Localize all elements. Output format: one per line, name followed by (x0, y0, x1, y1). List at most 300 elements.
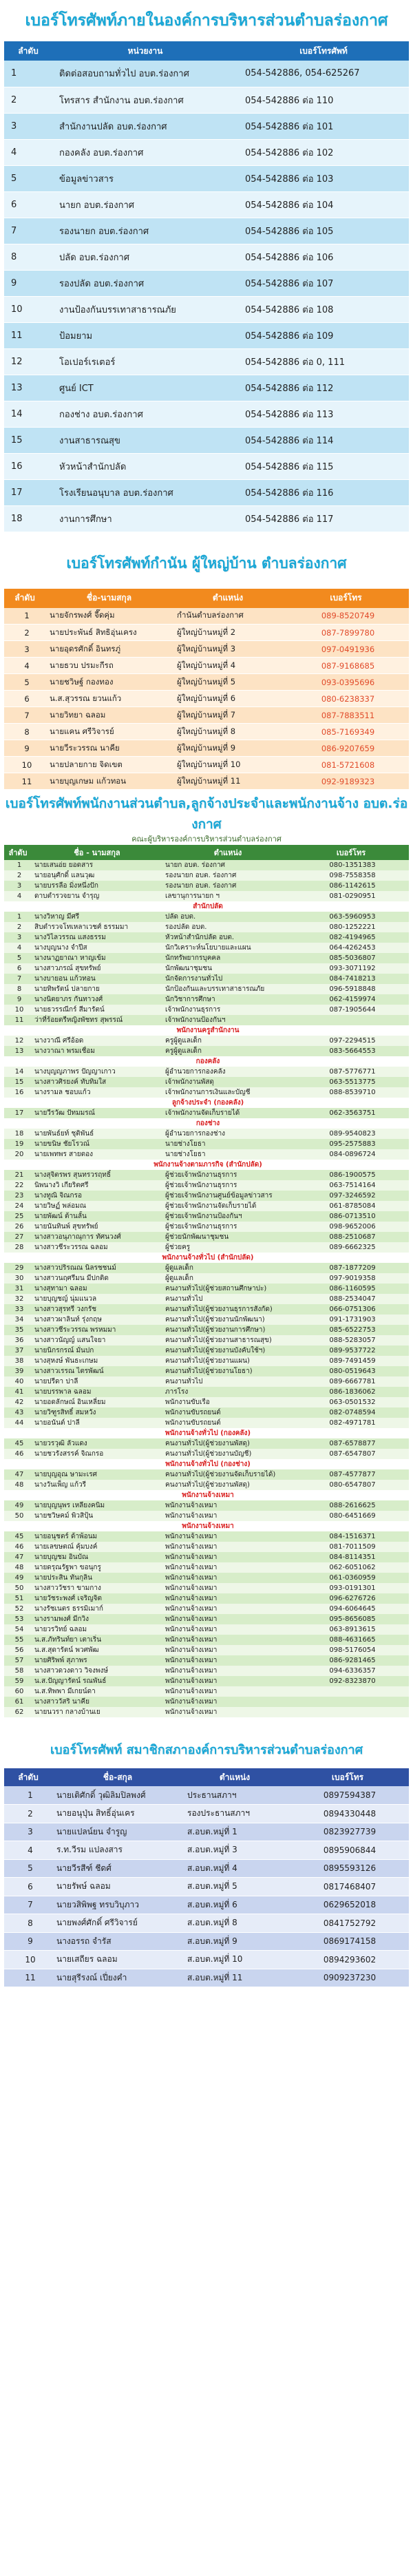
cell-name: นายปรีดา ปาลี (32, 1376, 162, 1387)
cell-phone: 088-8539710 (293, 1087, 409, 1098)
cell-index: 11 (4, 1969, 52, 1987)
cell-position: ส.อบต.หมู่ที่ 10 (183, 1951, 286, 1969)
table-row (4, 348, 409, 375)
col-header-phone: เบอร์โทร (293, 845, 409, 860)
cell-unit: ป้อมยาม (52, 322, 238, 348)
cell-name: นายวัชระพงศ์ เจริญจิต (32, 1593, 162, 1604)
cell-name: นางสาวปริรณณ นิลรชชนม์ (32, 1263, 162, 1273)
village-heads-title: เบอร์โทรศัพท์กำนัน ผู้ใหญ่บ้าน ตำบลร่องกาศ (66, 555, 347, 572)
table-row (4, 1201, 409, 1211)
cell-name: นายบุญเกษม แก้วทอน (45, 773, 173, 790)
table-row (4, 1242, 409, 1253)
group-heading-row (4, 1253, 409, 1263)
cell-unit: โรงเรียนอนุบาล อบต.ร่องกาศ (52, 479, 238, 505)
cell-unit: งานป้องกันบรรเทาสาธารณภัย (52, 296, 238, 322)
cell-phone: 087-4577877 (293, 1469, 409, 1480)
cell-name: นางบุญนาง จำปีส (32, 943, 162, 953)
cell-phone: 098-9652006 (293, 1222, 409, 1232)
table-row (4, 1707, 409, 1717)
cell-index: 47 (4, 1469, 32, 1480)
cell-name: ร.ท.วีรม แปลงสาร (52, 1841, 183, 1860)
cell-name: นายพันธ์ยท์ ชุติพันธ์ (32, 1129, 162, 1139)
cell-phone: 087-7883511 (283, 707, 409, 724)
cell-position: นักป้องกันและบรรเทาสาธารณภัย (162, 984, 293, 994)
cell-position: พนักงานจ้างเหมา (162, 1624, 293, 1635)
cell-phone: 089-9537722 (293, 1345, 409, 1356)
cell-name: นางสาวดวงดาว วิจงพงษ์ (32, 1666, 162, 1676)
staff-subheading: คณะผู้บริหารองค์การบริหารส่วนตำบลร่องกาศ (4, 833, 409, 845)
cell-position: รองนายก อบต. ร่องกาศ (162, 881, 293, 891)
cell-index: 19 (4, 1139, 32, 1149)
cell-position: คนงานทั่วไป (162, 1376, 293, 1387)
cell-name: นางสาววัชรา ขามกาง (32, 1583, 162, 1593)
cell-index: 34 (4, 1315, 32, 1325)
cell-position: นักจัดการงานทั่วไป (162, 974, 293, 984)
col-header-index: ลำดับ (4, 845, 32, 860)
table-row (4, 881, 409, 891)
cell-name: นายบุญชญ์ นุ่มแนวล (32, 1294, 162, 1304)
table-row (4, 963, 409, 974)
cell-position: ผู้ใหญ่บ้านหมู่ที่ 8 (173, 724, 283, 740)
table-row (4, 773, 409, 790)
cell-phone: 085-6522753 (293, 1325, 409, 1335)
cell-phone: 094-6064645 (293, 1604, 409, 1614)
cell-name: นายทิพรัตน์ ปลายกาย (32, 984, 162, 994)
cell-phone: 080-6238337 (283, 691, 409, 707)
cell-index: 52 (4, 1604, 32, 1614)
cell-index: 2 (4, 870, 32, 881)
cell-name: น.ส.ปัญญารัตน์ รณพันธ์ (32, 1676, 162, 1686)
cell-phone: 080-1252221 (293, 922, 409, 932)
cell-phone (293, 1015, 409, 1025)
cell-phone (293, 1707, 409, 1717)
cell-phone: 061-8785084 (293, 1201, 409, 1211)
col-header-name: ชื่อ-สกุล (52, 1768, 183, 1786)
cell-index: 9 (4, 994, 32, 1005)
table-row (4, 1284, 409, 1294)
table-row (4, 1335, 409, 1345)
cell-index: 39 (4, 1366, 32, 1376)
cell-position: เลขานุการนายก ฯ (162, 891, 293, 901)
cell-phone: 095-2575883 (293, 1139, 409, 1149)
cell-name: นายวีรวัฒ ปัทมมรณ์ (32, 1108, 162, 1118)
cell-phone: 054-542886, 054-625267 (238, 61, 409, 87)
cell-index: 48 (4, 1562, 32, 1573)
cell-position: พนักงานจ้างเหมา (162, 1614, 293, 1624)
cell-position: พนักงานจ้างเหมา (162, 1542, 293, 1552)
council-members-table-body (4, 1786, 409, 1987)
cell-index: 57 (4, 1655, 32, 1666)
internal-phone-table (4, 41, 409, 532)
cell-name: นายเพทพร สายตอง (32, 1149, 162, 1160)
cell-index: 17 (4, 1108, 32, 1118)
cell-phone: 096-6276726 (293, 1593, 409, 1604)
cell-name: นางสาวชีระวรรณ ฉลอม (32, 1242, 162, 1253)
cell-phone: 087-1877209 (293, 1263, 409, 1273)
cell-position: พนักงานจ้างเหมา (162, 1697, 293, 1707)
table-header-row (4, 41, 409, 61)
cell-name: นางสาวผาลินท์ รุ่งกฤษ (32, 1315, 162, 1325)
table-row (4, 1593, 409, 1604)
cell-name: นางรามล ชอบแก้ว (32, 1087, 162, 1098)
table-row (4, 1841, 409, 1860)
cell-position: ผู้ใหญ่บ้านหมู่ที่ 10 (173, 757, 283, 773)
cell-position: พนักงานจ้างเหมา (162, 1500, 293, 1511)
cell-name: นายวรวุฒิ ลัวแดง (32, 1438, 162, 1449)
table-row (4, 1914, 409, 1933)
table-header-row (4, 1768, 409, 1786)
cell-name: นายสุรีรงณ์ เปี่ยงคำ (52, 1969, 183, 1987)
group-heading-row (4, 1428, 409, 1438)
cell-unit: กองคลัง อบต.ร่องกาศ (52, 139, 238, 165)
cell-position: เจ้าพนักงานจัดเก็บรายได้ (162, 1108, 293, 1118)
cell-phone: 088-2616625 (293, 1500, 409, 1511)
table-row (4, 139, 409, 165)
cell-name: นางบายอน แก้วทอน (32, 974, 162, 984)
cell-index: 24 (4, 1201, 32, 1211)
cell-index: 40 (4, 1376, 32, 1387)
cell-name: นายบรรลือ มิ่งหนึ่งปัก (32, 881, 162, 891)
cell-position: พนักงานจ้างเหมา (162, 1655, 293, 1666)
table-row (4, 401, 409, 427)
cell-phone: 084-1516371 (293, 1531, 409, 1542)
cell-name: นายวีระวรรณ นาคีย (45, 740, 173, 757)
table-row (4, 1407, 409, 1418)
cell-phone: 064-4262453 (293, 943, 409, 953)
group-heading-row (4, 1160, 409, 1170)
cell-unit: ติดต่อสอบถามทั่วไป อบต.ร่องกาศ (52, 61, 238, 87)
cell-name: นางอรรถ จำรัส (52, 1932, 183, 1951)
cell-name: น.ส.ทิพพา มีเกยน์ดา (32, 1686, 162, 1697)
cell-index: 3 (4, 641, 45, 658)
cell-index: 29 (4, 1263, 32, 1273)
group-heading: พนักงานครูสำนักงาน (4, 1025, 409, 1036)
group-heading-row (4, 1459, 409, 1469)
cell-position: พนักงานจ้างเหมา (162, 1531, 293, 1542)
table-row (4, 1387, 409, 1397)
cell-position: ผู้ใหญ่บ้านหมู่ที่ 2 (173, 625, 283, 641)
cell-name: นายนิกรกรณ์ มั่นปก (32, 1345, 162, 1356)
cell-phone: 0841752792 (286, 1914, 409, 1933)
table-row (4, 1067, 409, 1077)
cell-name: นายเสถียร ฉลอม (52, 1951, 183, 1969)
group-heading: ลูกจ้างประจำ (กองคลัง) (4, 1098, 409, 1108)
cell-phone: 054-542886 ต่อ 117 (238, 505, 409, 532)
cell-position: พนักงานจ้างเหมา (162, 1562, 293, 1573)
cell-position: ผู้ดูแลเด็ก (162, 1273, 293, 1284)
cell-name: นางสาวอนุภาณุการ ทัศนวงศ์ (32, 1232, 162, 1242)
cell-index: 5 (4, 674, 45, 691)
cell-name: นางสุจิตรพร สุนทรวรฤทธิ์ (32, 1170, 162, 1180)
cell-index: 9 (4, 1932, 52, 1951)
cell-unit: กองช่าง อบต.ร่องกาศ (52, 401, 238, 427)
cell-phone (293, 1697, 409, 1707)
cell-position: คนงานทั่วไป (162, 1294, 293, 1304)
cell-position: เจ้าพนักงานป้องกันฯ (162, 1015, 293, 1025)
cell-index: 41 (4, 1387, 32, 1397)
table-row (4, 953, 409, 963)
cell-name: นางรามพงศ์ มีกวิง (32, 1614, 162, 1624)
table-row (4, 1500, 409, 1511)
table-row (4, 427, 409, 453)
cell-index: 50 (4, 1583, 32, 1593)
cell-index: 60 (4, 1686, 32, 1697)
cell-phone: 086-1160595 (293, 1284, 409, 1294)
table-row (4, 1686, 409, 1697)
cell-position: คนงานทั่วไป(ผู้ช่วยงานจัดเก็บรายได้) (162, 1469, 293, 1480)
cell-name: นายวิฑูรสิทธิ์ สมหวัง (32, 1407, 162, 1418)
cell-unit: งานการศึกษา (52, 505, 238, 532)
cell-phone: 080-6451669 (293, 1511, 409, 1521)
col-header-phone: เบอร์โทรศัพท์ (238, 41, 409, 61)
cell-index: 10 (4, 1951, 52, 1969)
cell-position: พนักงานจ้างเหมา (162, 1707, 293, 1717)
col-header-position: ตำแหน่ง (183, 1768, 286, 1786)
cell-phone: 095-8656085 (293, 1614, 409, 1624)
cell-index: 4 (4, 1841, 52, 1860)
cell-name: นายอุดรศักดิ์ อินทรภู่ (45, 641, 173, 658)
cell-index: 4 (4, 139, 52, 165)
cell-phone: 0629652018 (286, 1896, 409, 1914)
cell-name: นายแปลน์ยน จำรูญ (52, 1823, 183, 1841)
cell-name: นายอนันต์ ปาลี (32, 1418, 162, 1428)
cell-index: 8 (4, 1914, 52, 1933)
table-row (4, 296, 409, 322)
table-row (4, 1345, 409, 1356)
cell-position: ส.อบต.หมู่ที่ 11 (183, 1969, 286, 1987)
cell-index: 8 (4, 724, 45, 740)
table-row (4, 1087, 409, 1098)
table-row (4, 1170, 409, 1180)
cell-index: 45 (4, 1531, 32, 1542)
cell-unit: ศูนย์ ICT (52, 375, 238, 401)
cell-position: พนักงานจ้างเหมา (162, 1573, 293, 1583)
cell-phone: 062-4159974 (293, 994, 409, 1005)
group-heading: กองช่าง (4, 1118, 409, 1129)
table-row (4, 1697, 409, 1707)
cell-position: คนงานทั่วไป(ผู้ช่วยงานแผน) (162, 1356, 293, 1366)
cell-position: หัวหน้าสำนักปลัด อบต. (162, 932, 293, 943)
table-row (4, 1108, 409, 1118)
cell-phone: 093-0191301 (293, 1583, 409, 1593)
table-row (4, 1015, 409, 1025)
cell-position: นายก อบต. ร่องกาศ (162, 860, 293, 870)
cell-index: 45 (4, 1438, 32, 1449)
cell-name: นางสาวศิรยงค์ ทับทิมใส (32, 1077, 162, 1087)
cell-name: นายวสิพิพฐ ทรบวิบุภาว (52, 1896, 183, 1914)
table-row (4, 608, 409, 625)
cell-position: คนงานทั่วไป(ผู้ช่วยงานโยธา) (162, 1366, 293, 1376)
cell-name: นายแคน ศรีวิจารย์ (45, 724, 173, 740)
cell-index: 1 (4, 61, 52, 87)
table-row (4, 1077, 409, 1087)
table-row (4, 1531, 409, 1542)
col-header-phone: เบอร์โทร (283, 589, 409, 608)
cell-name: นายอนุชตร์ ด้าพ้อนม (32, 1531, 162, 1542)
cell-index: 32 (4, 1294, 32, 1304)
cell-position: คนงานทั่วไป(ผู้ช่วยสถานศึกษาปะ) (162, 1284, 293, 1294)
col-header-position: ตำแหน่ง (173, 589, 283, 608)
table-row (4, 1315, 409, 1325)
cell-phone: 061-0360959 (293, 1573, 409, 1583)
cell-phone: 0894293602 (286, 1951, 409, 1969)
cell-name: ดาบตำรวจยาน จำรุญ (32, 891, 162, 901)
cell-index: 8 (4, 244, 52, 270)
cell-index: 7 (4, 707, 45, 724)
table-row (4, 658, 409, 674)
cell-name: นางสาวสุรทรี วงกรัช (32, 1304, 162, 1315)
table-row (4, 1480, 409, 1490)
cell-position: พนักงานขับรถยนต์ (162, 1407, 293, 1418)
cell-index: 22 (4, 1180, 32, 1191)
table-row (4, 625, 409, 641)
cell-position: พนักงานจ้างเหมา (162, 1635, 293, 1645)
cell-name: นางสาวนัญญ์ แสนใจยา (32, 1335, 162, 1345)
table-row (4, 1366, 409, 1376)
cell-index: 51 (4, 1593, 32, 1604)
cell-index: 5 (4, 953, 32, 963)
cell-name: นายพงศ์ศักดิ์ ศรีวิจารย์ (52, 1914, 183, 1933)
cell-position: พนักงานจ้างเหมา (162, 1552, 293, 1562)
cell-name: นายจักรพงศ์ จี๊ดคุ่ม (45, 608, 173, 625)
cell-phone: 054-542886 ต่อ 101 (238, 113, 409, 139)
col-header-unit: หน่วยงาน (52, 41, 238, 61)
cell-index: 35 (4, 1325, 32, 1335)
cell-phone: 089-6667781 (293, 1376, 409, 1387)
table-row (4, 1376, 409, 1387)
council-members-title: เบอร์โทรศัพท์ สมาชิกสภาองค์การบริหารส่วนตำบลร่องกาศ (50, 1742, 363, 1757)
cell-position: พนักงานจ้างเหมา (162, 1604, 293, 1614)
cell-index: 37 (4, 1345, 32, 1356)
cell-index: 2 (4, 922, 32, 932)
cell-name: นิพนางวิ เกียริตศรี (32, 1180, 162, 1191)
table-row (4, 1562, 409, 1573)
group-heading-row (4, 1025, 409, 1036)
table-row (4, 1180, 409, 1191)
cell-index: 1 (4, 912, 32, 922)
cell-phone: 084-0896724 (293, 1149, 409, 1160)
cell-phone: 0895593126 (286, 1859, 409, 1878)
cell-phone: 0869174158 (286, 1932, 409, 1951)
cell-index: 11 (4, 322, 52, 348)
cell-phone: 054-542886 ต่อ 104 (238, 191, 409, 218)
cell-position: คนงานทั่วไป(ผู้ช่วยงานสาธารณสุข) (162, 1335, 293, 1345)
table-row (4, 244, 409, 270)
cell-index: 9 (4, 740, 45, 757)
cell-position: พนักงานจ้างเหมา (162, 1593, 293, 1604)
cell-name: นางสาวภรณ์ สุขทรัพย์ (32, 963, 162, 974)
cell-position: พนักงานขับเรือ (162, 1397, 293, 1407)
cell-name: น.ส.สุดารัตน์ พวศพัฒ (32, 1645, 162, 1655)
cell-position: นายช่างโยธา (162, 1149, 293, 1160)
cell-index: 48 (4, 1480, 32, 1490)
cell-name: นายรัพษ์ ฉลอม (52, 1878, 183, 1896)
cell-index: 38 (4, 1356, 32, 1366)
cell-phone: 062-6051062 (293, 1562, 409, 1573)
cell-unit: ปลัด อบต.ร่องกาศ (52, 244, 238, 270)
cell-phone: 054-542886 ต่อ 105 (238, 218, 409, 244)
cell-name: นายอนุศักดิ์ แลนวุฒ (32, 870, 162, 881)
cell-phone: 082-4194965 (293, 932, 409, 943)
cell-phone: 087-5776771 (293, 1067, 409, 1077)
cell-index: 44 (4, 1418, 32, 1428)
cell-unit: รองปลัด อบต.ร่องกาศ (52, 270, 238, 296)
cell-index: 6 (4, 191, 52, 218)
cell-position: นักวิชาการศึกษา (162, 994, 293, 1005)
cell-phone: 054-542886 ต่อ 102 (238, 139, 409, 165)
cell-phone: 088-2534047 (293, 1294, 409, 1304)
cell-index: 1 (4, 1786, 52, 1805)
cell-phone: 062-3563751 (293, 1108, 409, 1118)
cell-phone: 063-7514164 (293, 1180, 409, 1191)
cell-position: ผู้ใหญ่บ้านหมู่ที่ 7 (173, 707, 283, 724)
table-row (4, 1969, 409, 1987)
cell-position: นักวิเคราะห์นโยบายและแผน (162, 943, 293, 953)
cell-phone: 084-7418213 (293, 974, 409, 984)
cell-phone: 088-5283057 (293, 1335, 409, 1345)
table-row (4, 724, 409, 740)
cell-name: นายนันทินพ์ สุขทรัพย์ (32, 1222, 162, 1232)
table-header-row (4, 589, 409, 608)
col-header-name: ชื่อ-นามสกุล (45, 589, 173, 608)
cell-phone: 054-542886 ต่อ 103 (238, 165, 409, 191)
cell-name: นายบุญชม อินบัณ (32, 1552, 162, 1562)
cell-index: 12 (4, 1036, 32, 1046)
table-row (4, 870, 409, 881)
cell-position: ส.อบต.หมู่ที่ 3 (183, 1841, 286, 1860)
cell-phone: 081-0290951 (293, 891, 409, 901)
cell-index: 30 (4, 1273, 32, 1284)
cell-position: นักพัฒนาชุมชน (162, 963, 293, 974)
cell-index: 26 (4, 1222, 32, 1232)
cell-phone: 054-542886 ต่อ 113 (238, 401, 409, 427)
cell-name: ว่าที่ร้อยตรีหญิงพัชทร สุพรรณ์ (32, 1015, 162, 1025)
cell-name: นายขนิษ ชัยโรวณ์ (32, 1139, 162, 1149)
cell-position: กำนันตำบลร่องกาศ (173, 608, 283, 625)
cell-phone: 082-0748594 (293, 1407, 409, 1418)
cell-index: 47 (4, 1552, 32, 1562)
cell-position: ส.อบต.หมู่ที่ 9 (183, 1932, 286, 1951)
table-row (4, 1932, 409, 1951)
cell-index: 55 (4, 1635, 32, 1645)
cell-name: นางวิหาญ มีศรี (32, 912, 162, 922)
table-row (4, 1469, 409, 1480)
cell-index: 5 (4, 1859, 52, 1878)
table-header-row (4, 845, 409, 860)
cell-phone: 086-9207659 (283, 740, 409, 757)
cell-position: คนงานทั่วไป(ผู้ช่วยงานพัสดุ) (162, 1480, 293, 1490)
cell-name: นายบุญนุพร เหลียงคนิม (32, 1500, 162, 1511)
cell-index: 11 (4, 1015, 32, 1025)
cell-name: นางวันเพ็ญ แก้วรี (32, 1480, 162, 1490)
cell-index: 21 (4, 1170, 32, 1180)
table-row (4, 757, 409, 773)
cell-index: 3 (4, 932, 32, 943)
cell-name: นายดรุณรัฐพา ขอนุกรู (32, 1562, 162, 1573)
table-row (4, 505, 409, 532)
table-row (4, 87, 409, 113)
cell-index: 7 (4, 218, 52, 244)
cell-index: 31 (4, 1284, 32, 1294)
staff-phone-table (4, 845, 409, 1717)
cell-index: 59 (4, 1676, 32, 1686)
group-heading: พนักงานจ้างเหมา (4, 1490, 409, 1500)
cell-name: นายบรรพาล ฉลอม (32, 1387, 162, 1397)
cell-unit: นายก อบต.ร่องกาศ (52, 191, 238, 218)
table-row (4, 1896, 409, 1914)
cell-name: นายวีรสีฑ์ ชีดศ์ (52, 1859, 183, 1878)
cell-phone: 086-9281465 (293, 1655, 409, 1666)
